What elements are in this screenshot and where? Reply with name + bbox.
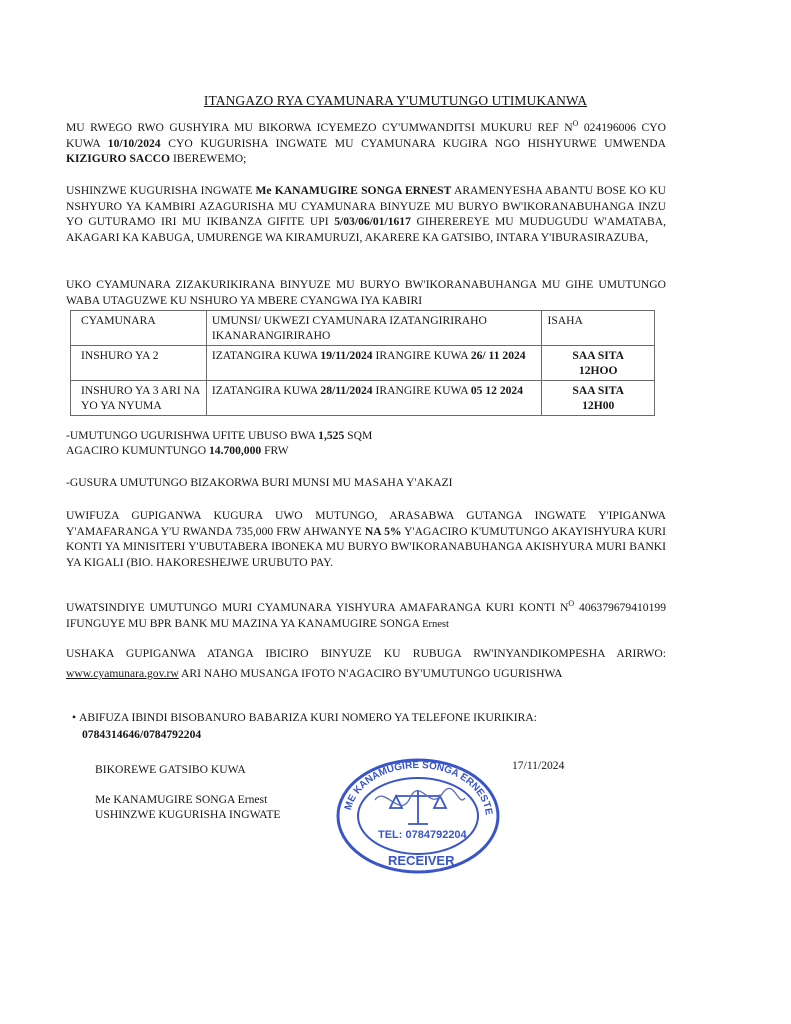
visit-info: -GUSURA UMUTUNGO BIZAKORWA BURI MUNSI MU MASAHA Y'AKAZI	[66, 476, 453, 489]
intro-text-d: IBEREWEMO;	[170, 152, 247, 166]
notice-text: USHINZWE KUGURISHA INGWATE	[66, 184, 256, 197]
intro-text: MU RWEGO RWO GUSHYIRA MU BIKORWA ICYEMEZO CY'UMWANDITSI MUKURU REF N	[66, 121, 573, 134]
handwritten-signature	[375, 788, 465, 805]
receiver-stamp-icon	[330, 750, 505, 875]
start-date: 28/11/2024	[320, 384, 373, 397]
sacco-name: KIZIGURO SACCO	[66, 152, 171, 166]
schedule-intro: UKO CYAMUNARA ZIZAKURIKIRANA BINYUZE MU BURYO BW'IKORANABUHANGA MU GIHE UMUTUNGO WABA UTAGUZWE KU NSHURO YA MBERE CYANGWA IYA KABIRI	[66, 278, 666, 307]
cyamunara-link[interactable]: www.cyamunara.gov.rw	[66, 667, 179, 680]
notice-text-c: GIHEREREYE MU MUDUGUDU W'AMATABA, AKAGARI KA KABUGA, UMURENGE WA KIRAMURUZI, AKARERE KA GATSIBO, INTARA Y'IBURASIRAZUBA,	[66, 215, 666, 244]
scales-icon	[390, 790, 446, 824]
header-cell-dates: UMUNSI/ UKWEZI CYAMUNARA IZATANGIRIRAHO IKANARANGIRIRAHO	[206, 311, 542, 346]
notice-text-b: ARAMENYESHA ABANTU BOSE KO KU NSHYURO YA KAMBIRI AZAGURISHA MU CYAMUNARA BINYUZE MU BURYO BW'IKORANABUHANGA INZU YO GUTURAMO IRI MU IKIBANZA GIFITE UPI	[66, 184, 666, 229]
table-header-row	[71, 311, 655, 346]
notice-paragraph	[66, 183, 666, 245]
stamp-tel: TEL: 0784792204	[378, 829, 467, 841]
end-date: 26/ 11 2024	[470, 349, 526, 362]
signer-name: Me KANAMUGIRE SONGA Ernest	[95, 793, 268, 806]
auction-schedule-table	[70, 310, 655, 416]
table-row	[71, 381, 655, 416]
price-value: 14.700,000	[209, 444, 262, 457]
end-date: 05 12 2024	[470, 384, 523, 397]
signature-place: BIKOREWE GATSIBO KUWA	[95, 763, 246, 776]
header-cell-time: ISAHA	[542, 311, 655, 346]
dates-cell: IZATANGIRA KUWA 19/11/2024 IRANGIRE KUWA 26/ 11 2024	[206, 346, 542, 381]
guarantee-percent: NA 5%	[364, 524, 402, 538]
stamp-label: RECEIVER	[388, 853, 455, 868]
round-cell: INSHURO YA 2	[71, 346, 207, 381]
signer-role: USHINZWE KUGURISHA INGWATE	[95, 808, 281, 821]
signature-date: 17/11/2024	[512, 759, 565, 772]
upi-number: 5/03/06/01/1617	[334, 215, 411, 229]
stamp-ring-text: ME KANAMUGIRE SONGA ERNESTE	[342, 759, 494, 816]
round-cell: INSHURO YA 3 ARI NA YO YA NYUMA	[71, 381, 207, 416]
time-cell: SAA SITA 12HOO	[542, 346, 655, 381]
header-cell-round: CYAMUNARA	[71, 311, 207, 346]
dates-cell: IZATANGIRA KUWA 28/11/2024 IRANGIRE KUWA 05 12 2024	[206, 381, 542, 416]
intro-paragraph	[66, 120, 666, 167]
guarantee-paragraph: UWIFUZA GUPIGANWA KUGURA UWO MUTUNGO, ARASABWA GUTANGA INGWATE Y'IPIGANWA Y'AMAFARANGA Y'U RWANDA 735,000 FRW AHWANYE NA 5% Y'AGACIRO K'UMUTUNGO AKAYISHYURA KURI KONTI YA MINISITERI Y'UBUTABERA IBONEKA MU BURYO BW'IKORANABUHANGA AKISHYURA MURI BANKI YA KIGALI (BIO. HAKORESHEJWE URUBUTO PAY.	[66, 509, 666, 569]
property-area: -UMUTUNGO UGURISHWA UFITE UBUSO BWA 1,525 SQM	[66, 429, 373, 442]
contact-line: • ABIFUZA IBINDI BISOBANURO BABARIZA KURI NOMERO YA TELEFONE IKURIKIRA:	[72, 711, 537, 724]
time-cell: SAA SITA 12H00	[542, 381, 655, 416]
intro-sup: O	[572, 119, 579, 129]
start-date: 19/11/2024	[320, 349, 373, 362]
area-value: 1,525	[318, 429, 345, 442]
property-value: AGACIRO KUMUNTUNGO 14.700,000 FRW	[66, 444, 289, 457]
document-title: ITANGAZO RYA CYAMUNARA Y'UMUTUNGO UTIMUKANWA	[203, 93, 588, 108]
intro-text-c: CYO KUGURISHA INGWATE MU CYAMUNARA KUGIRA NGO HISHYURWE UMWENDA	[160, 136, 666, 150]
intro-date: 10/10/2024	[107, 136, 161, 150]
bidding-paragraph: USHAKA GUPIGANWA ATANGA IBICIRO BINYUZE KU RUBUGA RW'INYANDIKOMPESHA ARIRWO: www.cyamunara.gov.rw ARI NAHO MUSANGA IFOTO N'AGACIRO BY'UMUTUNGO UGURISHWA	[66, 647, 666, 680]
bullet-icon: •	[72, 711, 77, 724]
winner-paragraph: UWATSINDIYE UMUTUNGO MURI CYAMUNARA YISHYURA AMAFARANGA KURI KONTI $N^O$ 406379679410199 IFUNGUYE MU BPR BANK MU MAZINA YA KANAMUGIRE SONGA Ernest	[66, 599, 666, 630]
table-row	[71, 346, 655, 381]
receiver-name: Me KANAMUGIRE SONGA ERNEST	[255, 184, 452, 197]
contact-phones: 0784314646/0784792204	[82, 728, 202, 741]
intro-text-b: 024196006 CYO KUWA	[66, 121, 667, 150]
